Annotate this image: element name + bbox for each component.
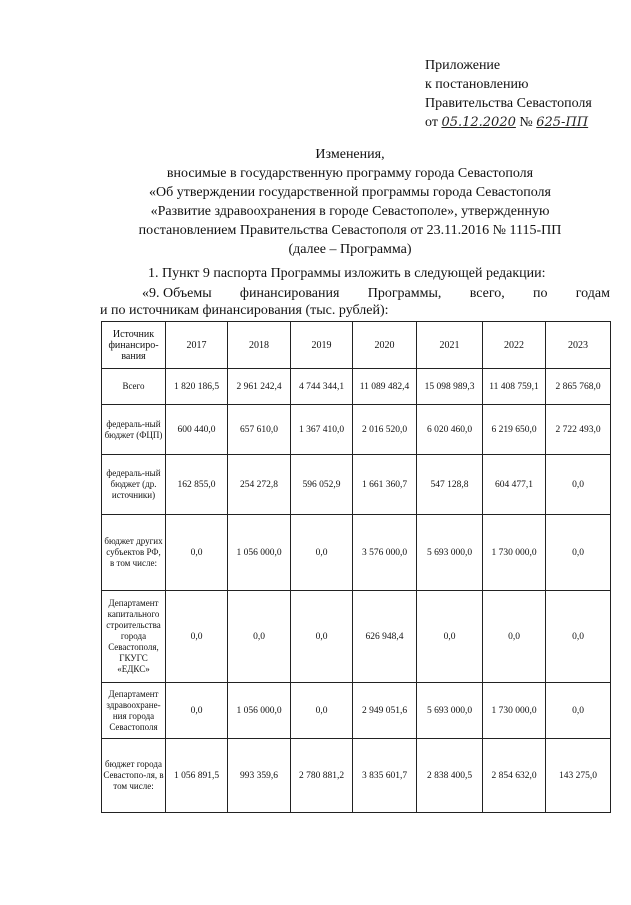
value-cell: 0,0 [546, 455, 611, 515]
value-cell: 0,0 [228, 591, 291, 683]
value-cell: 0,0 [166, 591, 228, 683]
para-word: всего, [469, 286, 505, 301]
value-cell: 1 056 000,0 [228, 683, 291, 739]
document-title [100, 145, 600, 259]
value-cell: 0,0 [546, 515, 611, 591]
table-header-row [102, 322, 611, 369]
value-cell: 0,0 [166, 515, 228, 591]
header-cell: Источник финансиро-вания [102, 322, 166, 369]
value-cell: 143 275,0 [546, 739, 611, 813]
source-cell: Департамент капитального строительства города Севастополя, ГКУГС «ЕДКС» [102, 591, 166, 683]
appendix-line-1: Приложение [425, 58, 501, 73]
title-line-5: постановлением Правительства Севастополя от 23.11.2016 № 1115-ПП [138, 223, 562, 238]
title-line-4: «Развитие здравоохранения в городе Севастополе», утвержденную [150, 204, 550, 219]
value-cell: 1 661 360,7 [353, 455, 417, 515]
table-row [102, 683, 611, 739]
title-line-2: вносимые в государственную программу города Севастополя [166, 166, 534, 181]
value-cell: 2 854 632,0 [483, 739, 546, 813]
table-row [102, 515, 611, 591]
value-cell: 600 440,0 [166, 405, 228, 455]
value-cell: 596 052,9 [291, 455, 353, 515]
value-cell: 604 477,1 [483, 455, 546, 515]
header-cell: 2019 [291, 322, 353, 369]
value-cell: 2 780 881,2 [291, 739, 353, 813]
source-cell: федераль-ный бюджет (др. источники) [102, 455, 166, 515]
appendix-number-sign: № [519, 115, 533, 130]
value-cell: 0,0 [291, 515, 353, 591]
para-word: Программы, [367, 286, 442, 301]
value-cell: 3 576 000,0 [353, 515, 417, 591]
table-row [102, 739, 611, 813]
value-cell: 993 359,6 [228, 739, 291, 813]
table-row [102, 405, 611, 455]
value-cell: 4 744 344,1 [291, 369, 353, 405]
value-cell: 5 693 000,0 [417, 515, 483, 591]
header-cell: 2021 [417, 322, 483, 369]
financing-table [101, 321, 611, 813]
value-cell: 1 367 410,0 [291, 405, 353, 455]
source-cell: бюджет города Севастопо-ля, в том числе: [102, 739, 166, 813]
value-cell: 1 056 891,5 [166, 739, 228, 813]
value-cell: 15 098 989,3 [417, 369, 483, 405]
value-cell: 1 056 000,0 [228, 515, 291, 591]
header-cell: 2020 [353, 322, 417, 369]
source-cell: федераль-ный бюджет (ФЦП) [102, 405, 166, 455]
value-cell: 254 272,8 [228, 455, 291, 515]
value-cell: 2 949 051,6 [353, 683, 417, 739]
value-cell: 2 865 768,0 [546, 369, 611, 405]
value-cell: 6 219 650,0 [483, 405, 546, 455]
header-cell: 2018 [228, 322, 291, 369]
paragraph-line-2: и по источникам финансирования (тыс. рублей): [100, 303, 389, 318]
value-cell: 1 730 000,0 [483, 683, 546, 739]
table-row [102, 455, 611, 515]
appendix-block [425, 56, 592, 132]
value-cell: 547 128,8 [417, 455, 483, 515]
table-row [102, 591, 611, 683]
header-cell: 2017 [166, 322, 228, 369]
appendix-date: 05.12.2020 [441, 115, 516, 130]
header-cell: 2023 [546, 322, 611, 369]
value-cell: 0,0 [546, 683, 611, 739]
paragraph-9 [100, 285, 610, 319]
value-cell: 1 820 186,5 [166, 369, 228, 405]
appendix-number: 625-ПП [536, 115, 589, 130]
point-1-heading: 1. Пункт 9 паспорта Программы изложить в следующей редакции: [148, 266, 546, 281]
value-cell: 0,0 [166, 683, 228, 739]
title-line-6: (далее – Программа) [288, 242, 412, 257]
header-cell: 2022 [483, 322, 546, 369]
value-cell: 162 855,0 [166, 455, 228, 515]
table-row [102, 369, 611, 405]
value-cell: 0,0 [291, 591, 353, 683]
value-cell: 0,0 [291, 683, 353, 739]
value-cell: 0,0 [483, 591, 546, 683]
title-line-1: Изменения, [315, 147, 385, 162]
appendix-from: от [425, 115, 438, 130]
value-cell: 626 948,4 [353, 591, 417, 683]
source-cell: бюджет других субъектов РФ, в том числе: [102, 515, 166, 591]
value-cell: 11 089 482,4 [353, 369, 417, 405]
value-cell: 2 722 493,0 [546, 405, 611, 455]
value-cell: 2 838 400,5 [417, 739, 483, 813]
appendix-date-line [425, 113, 592, 132]
para-word: по [533, 286, 548, 301]
source-cell: Департамент здравоохране-ния города Севастополя [102, 683, 166, 739]
value-cell: 0,0 [417, 591, 483, 683]
paragraph-line-1 [100, 285, 610, 302]
title-line-3: «Об утверждении государственной программы города Севастополя [148, 185, 551, 200]
para-word: финансирования [239, 286, 340, 301]
value-cell: 3 835 601,7 [353, 739, 417, 813]
value-cell: 0,0 [546, 591, 611, 683]
value-cell: 657 610,0 [228, 405, 291, 455]
para-word: «9. Объемы [142, 286, 212, 301]
value-cell: 5 693 000,0 [417, 683, 483, 739]
appendix-line-3: Правительства Севастополя [425, 96, 592, 111]
value-cell: 1 730 000,0 [483, 515, 546, 591]
para-word: годам [575, 286, 610, 301]
value-cell: 2 016 520,0 [353, 405, 417, 455]
value-cell: 11 408 759,1 [483, 369, 546, 405]
source-cell: Всего [102, 369, 166, 405]
value-cell: 2 961 242,4 [228, 369, 291, 405]
value-cell: 6 020 460,0 [417, 405, 483, 455]
appendix-line-2: к постановлению [425, 77, 529, 92]
